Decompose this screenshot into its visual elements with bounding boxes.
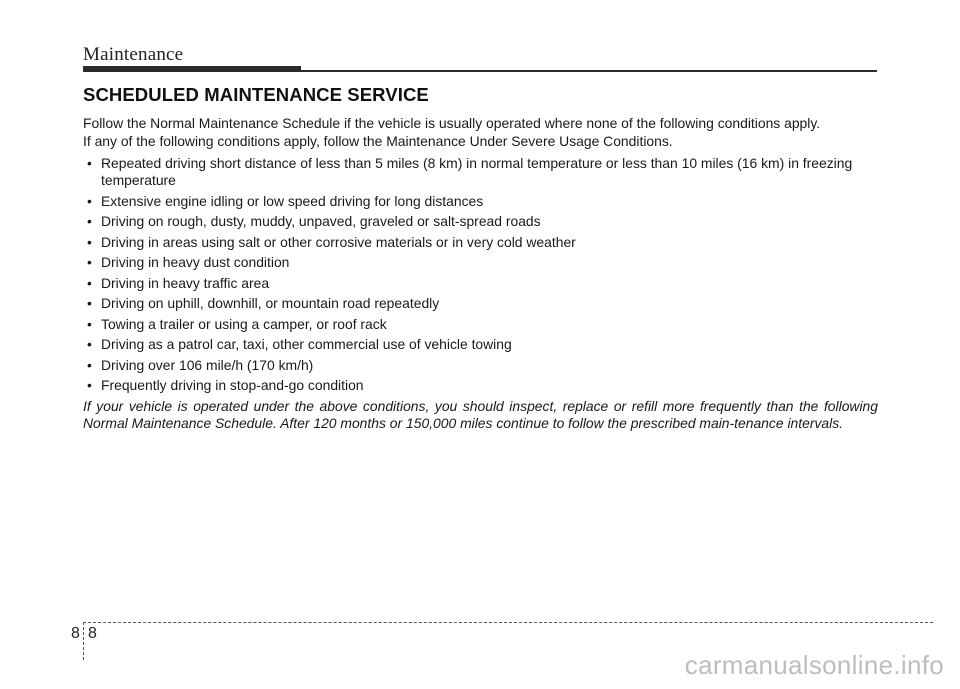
page-number-divider [83,622,84,660]
condition-item: • Driving in heavy traffic area [83,275,878,292]
header-rule-thin [301,70,877,72]
condition-item: • Extensive engine idling or low speed driving for long distances [83,193,878,210]
page-content [83,84,878,433]
usage-note: If your vehicle is operated under the above conditions, you should inspect, replace or refill more frequently than the following Normal Maintenance Schedule. After 120 months or 150,000 miles continue to follow the prescribed main-tenance intervals. [83,397,878,431]
condition-item: • Driving in heavy dust condition [83,254,878,271]
condition-item: • Towing a trailer or using a camper, or roof rack [83,316,878,333]
watermark: carmanualsonline.info [684,650,944,680]
chapter-number: 8 [71,625,80,642]
footer-rule [83,622,933,623]
intro-paragraph [83,114,878,150]
page-number: 8 [88,625,97,642]
intro-line: Follow the Normal Maintenance Schedule if the vehicle is usually operated where none of the following conditions apply. [83,115,821,131]
condition-item: • Repeated driving short distance of less than 5 miles (8 km) in normal temperature or less than 10 miles (16 km) in freezing temperature [83,155,878,189]
condition-item: • Frequently driving in stop-and-go condition [83,377,878,394]
section-heading: SCHEDULED MAINTENANCE SERVICE [83,84,429,105]
condition-item: • Driving over 106 mile/h (170 km/h) [83,357,878,374]
condition-item: • Driving on rough, dusty, muddy, unpaved, graveled or salt-spread roads [83,213,878,230]
conditions-list [83,155,878,394]
condition-item: • Driving on uphill, downhill, or mountain road repeatedly [83,295,878,312]
header-rule-thick [83,66,301,72]
condition-item: • Driving in areas using salt or other corrosive materials or in very cold weather [83,234,878,251]
page-header-title: Maintenance [83,44,184,65]
condition-item: • Driving as a patrol car, taxi, other commercial use of vehicle towing [83,336,878,353]
intro-line: If any of the following conditions apply, follow the Maintenance Under Severe Usage Conditions. [83,133,673,149]
